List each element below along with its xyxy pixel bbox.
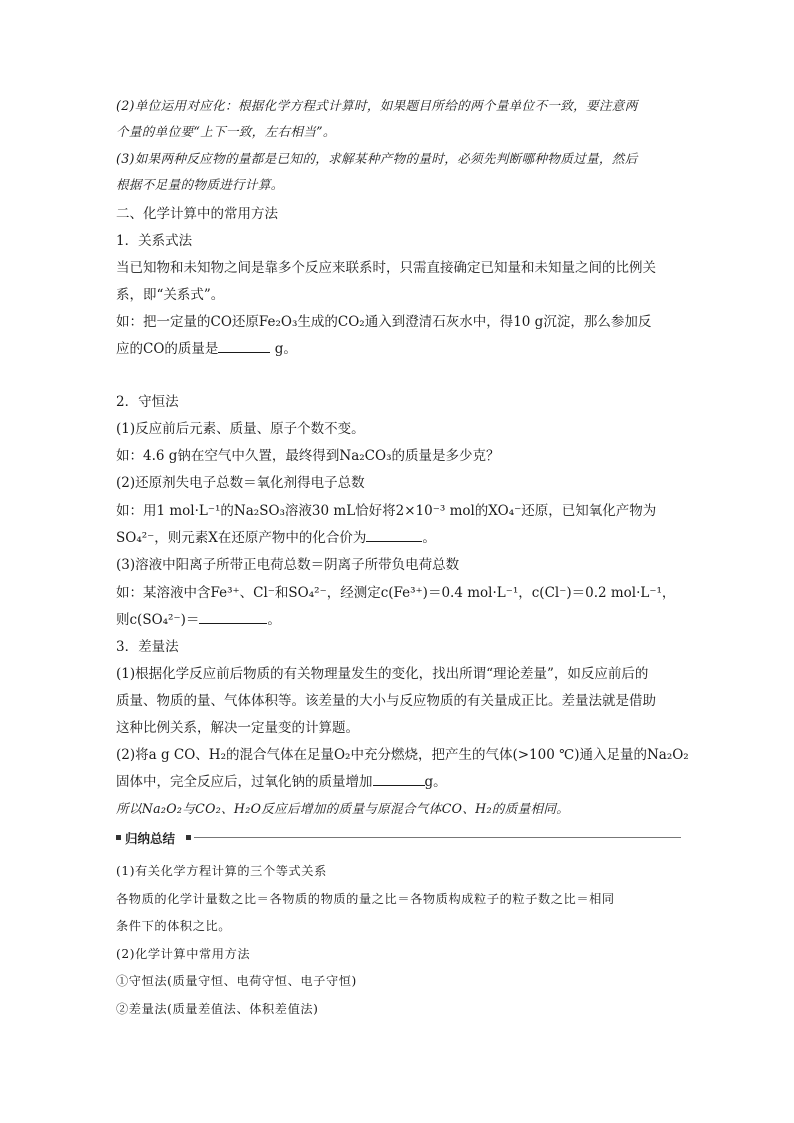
example-redox-cont xyxy=(116,529,681,547)
answer-blank[interactable] xyxy=(218,340,270,353)
example-unit: g。 xyxy=(424,774,447,790)
answer-blank[interactable] xyxy=(366,529,422,542)
difference-rule-1-cont2: 这种比例关系，解决一定量变的计算题。 xyxy=(116,720,359,736)
heading-relation-method: 1．关系式法 xyxy=(116,233,193,249)
paragraph-unit-rule-cont: 个量的单位要“上下一致，左右相当”。 xyxy=(116,124,336,139)
example-text: 固体中，完全反应后，过氧化钠的质量增加 xyxy=(116,774,373,790)
summary-item-4: ①守恒法(质量守恒、电荷守恒、电子守恒) xyxy=(116,974,357,988)
heading-difference-method: 3．差量法 xyxy=(116,639,179,655)
summary-item-1: (1)有关化学方程计算的三个等式关系 xyxy=(116,864,327,878)
summary-divider xyxy=(116,830,681,846)
answer-blank[interactable] xyxy=(199,611,267,624)
bullet-square-icon xyxy=(186,835,191,840)
answer-blank[interactable] xyxy=(373,773,425,786)
summary-item-3: (2)化学计算中常用方法 xyxy=(116,947,251,961)
example-co-reduction-cont xyxy=(116,340,681,358)
conservation-rule-1: (1)反应前后元素、质量、原子个数不变。 xyxy=(116,421,365,437)
divider-rule xyxy=(194,837,681,838)
paragraph-unit-rule: (2)单位运用对应化：根据化学方程式计算时，如果题目所给的两个量单位不一致，要注意两 xyxy=(116,98,638,113)
bullet-square-icon xyxy=(116,835,121,840)
paragraph-excess-rule-cont: 根据不足量的物质进行计算。 xyxy=(116,177,284,192)
difference-example: (2)将a g CO、H₂的混合气体在足量O₂中充分燃烧，把产生的气体(>100 ℃)通入足量的Na₂O₂ xyxy=(116,747,689,763)
difference-rule-1-cont: 质量、物质的量、气体体积等。该差量的大小与反应物质的有关量成正比。差量法就是借助 xyxy=(116,693,656,709)
example-redox: 如：用1 mol·L⁻¹的Na₂SO₃溶液30 mL恰好将2×10⁻³ mol的XO₄⁻还原，已知氧化产物为 xyxy=(116,503,657,519)
example-end: 。 xyxy=(422,530,436,546)
difference-conclusion: 所以Na₂O₂与CO₂、H₂O反应后增加的质量与原混合气体CO、H₂的质量相同。 xyxy=(116,801,570,816)
difference-rule-1: (1)根据化学反应前后物质的有关物理量发生的变化，找出所谓“理论差量”，如反应前后的 xyxy=(116,666,649,682)
paragraph-excess-rule: (3)如果两种反应物的量都是已知的，求解某种产物的量时，必须先判断哪种物质过量，然后 xyxy=(116,151,638,166)
example-charge: 如：某溶液中含Fe³⁺、Cl⁻和SO₄²⁻，经测定c(Fe³⁺)＝0.4 mol·L⁻¹，c(Cl⁻)＝0.2 mol·L⁻¹， xyxy=(116,585,676,601)
example-text: 则c(SO₄²⁻)＝ xyxy=(116,612,200,628)
paragraph-relation-method-cont: 系，即“关系式”。 xyxy=(116,287,225,303)
paragraph-relation-method: 当已知物和未知物之间是靠多个反应来联系时，只需直接确定已知量和未知量之间的比例关 xyxy=(116,260,656,276)
section-heading-methods: 二、化学计算中的常用方法 xyxy=(116,206,278,222)
example-co-reduction: 如：把一定量的CO还原Fe₂O₃生成的CO₂通入到澄清石灰水中，得10 g沉淀，那么参加反 xyxy=(116,314,652,330)
example-charge-cont xyxy=(116,611,681,629)
example-text: 应的CO的质量是 xyxy=(116,341,219,357)
summary-title: 归纳总结 xyxy=(125,831,176,846)
summary-item-2-cont: 条件下的体积之比。 xyxy=(116,919,232,933)
example-unit: g。 xyxy=(270,341,297,357)
difference-example-cont xyxy=(116,773,681,791)
example-text: SO₄²⁻，则元素X在还原产物中的化合价为 xyxy=(116,530,367,546)
example-end: 。 xyxy=(267,612,281,628)
conservation-rule-2: (2)还原剂失电子总数＝氧化剂得电子总数 xyxy=(116,475,365,491)
example-sodium: 如：4.6 g钠在空气中久置，最终得到Na₂CO₃的质量是多少克？ xyxy=(116,448,500,464)
summary-item-5: ②差量法(质量差值法、体积差值法) xyxy=(116,1002,319,1016)
summary-item-2: 各物质的化学计量数之比＝各物质的物质的量之比＝各物质构成粒子的粒子数之比＝相同 xyxy=(116,892,615,906)
conservation-rule-3: (3)溶液中阳离子所带正电荷总数＝阴离子所带负电荷总数 xyxy=(116,557,460,573)
heading-conservation-method: 2．守恒法 xyxy=(116,394,179,410)
